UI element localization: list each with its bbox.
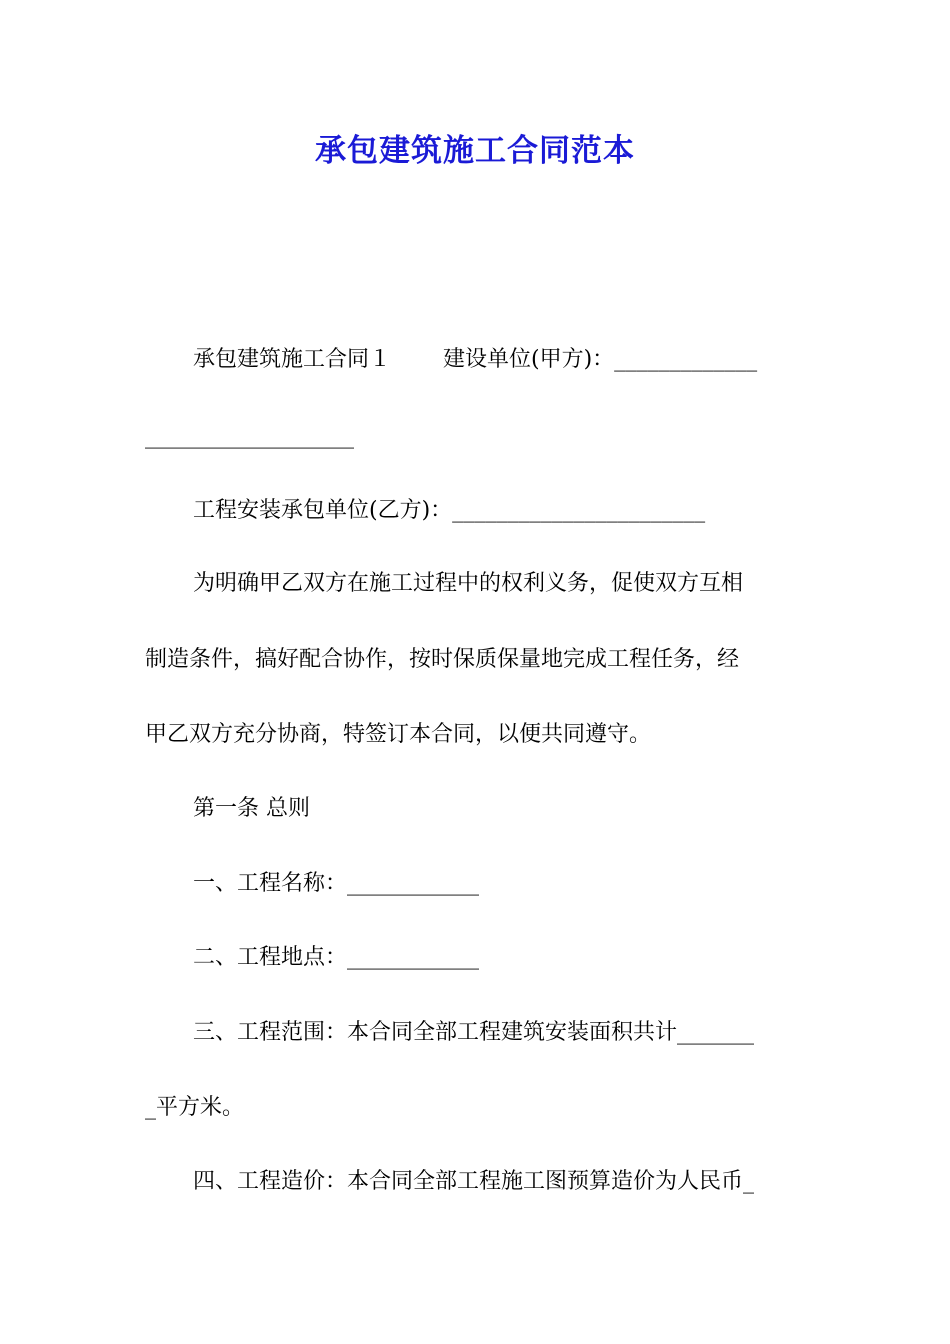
paragraph-line-5: 制造条件，搞好配合协作，按时保质保量地完成工程任务，经 [145,647,740,672]
party-a-field: 建设单位(甲方)：_____________ [443,347,758,372]
project-name-field: 一、工程名称：____________ [193,871,480,896]
document-title: 承包建筑施工合同范本 [315,133,635,169]
project-location-field: 二、工程地点：____________ [193,945,480,970]
project-cost-line: 四、工程造价：本合同全部工程施工图预算造价为人民币_ [193,1169,755,1194]
section-heading: 第一条 总则 [193,796,310,821]
contract-heading: 承包建筑施工合同１ [193,347,392,372]
paragraph-line-2: ___________________ [145,424,354,449]
paragraph-line-4: 为明确甲乙双方在施工过程中的权利义务，促使双方互相 [193,571,744,596]
paragraph-line-1 [193,345,757,375]
project-scope-line-cont: _平方米。 [145,1095,245,1120]
party-b-field: 工程安装承包单位(乙方)：_______________________ [193,498,706,523]
project-scope-line: 三、工程范围：本合同全部工程建筑安装面积共计_______ [193,1020,755,1045]
paragraph-line-6: 甲乙双方充分协商，特签订本合同，以便共同遵守。 [145,722,652,747]
